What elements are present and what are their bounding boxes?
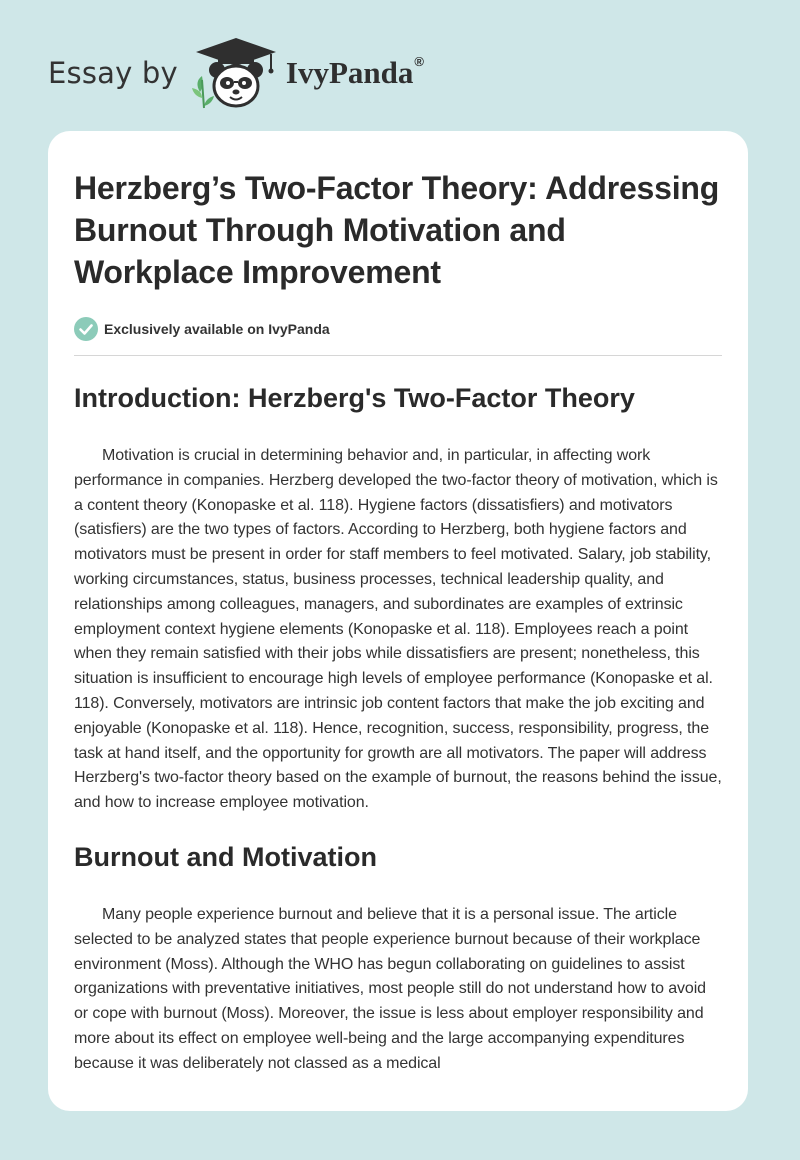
exclusive-label: Exclusively available on IvyPanda <box>104 321 330 337</box>
section-paragraph-burnout: Many people experience burnout and believe that it is a personal issue. The article selected to be analyzed states that people experience burnout because of their workplace environment (Moss). Although the WHO has begun collaborating on guidelines to assist organizations with preventative initiatives, most people still do not understand how to avoid or cope with burnout (Moss). Moreover, the issue is less about employer responsibility and more about its effect on employee well-being and the large accompanying expenditures because it was deliberately not classed as a medical <box>74 905 706 1072</box>
title-divider <box>74 355 722 356</box>
essay-title: Herzberg’s Two-Factor Theory: Addressing Burnout Through Motivation and Workplace Improvement <box>74 170 720 290</box>
section-heading-burnout: Burnout and Motivation <box>74 841 377 872</box>
section-heading-introduction: Introduction: Herzberg's Two-Factor Theory <box>74 383 635 413</box>
panda-graduate-logo-icon[interactable] <box>192 36 280 110</box>
registered-mark: ® <box>414 53 424 69</box>
exclusive-badge <box>74 316 722 342</box>
essay-card <box>48 131 748 1111</box>
brand-header <box>48 36 424 110</box>
brand-name[interactable]: IvyPanda <box>285 55 414 90</box>
section-paragraph-introduction: Motivation is crucial in determining behavior and, in particular, in affecting work performance in companies. Herzberg developed the two-factor theory of motivation, which is a content theory (Konopaske et al. 118). Hygiene factors (dissatisfiers) and motivators (satisfiers) are the two types of factors. According to Herzberg, both hygiene factors and motivators must be present in order for staff members to feel motivated. Salary, job stability, working circumstances, status, business processes, technical leadership quality, and relationships among colleagues, managers, and subordinates are examples of extrinsic employment context hygiene elements (Konopaske et al. 118). Employees reach a point when they remain satisfied with their jobs while dissatisfiers are present; nonetheless, this situation is insufficient to encourage high levels of employee performance (Konopaske et al. 118). Conversely, motivators are intrinsic job content factors that make the job exciting and enjoyable (Konopaske et al. 118). Hence, recognition, success, responsibility, progress, the task at hand itself, and the opportunity for growth are all motivators. The paper will address Herzberg's two-factor theory based on the example of burnout, the reasons behind the issue, and how to increase employee motivation. <box>74 447 722 812</box>
check-circle-icon <box>74 317 98 341</box>
brand-prefix: Essay by <box>48 56 178 90</box>
